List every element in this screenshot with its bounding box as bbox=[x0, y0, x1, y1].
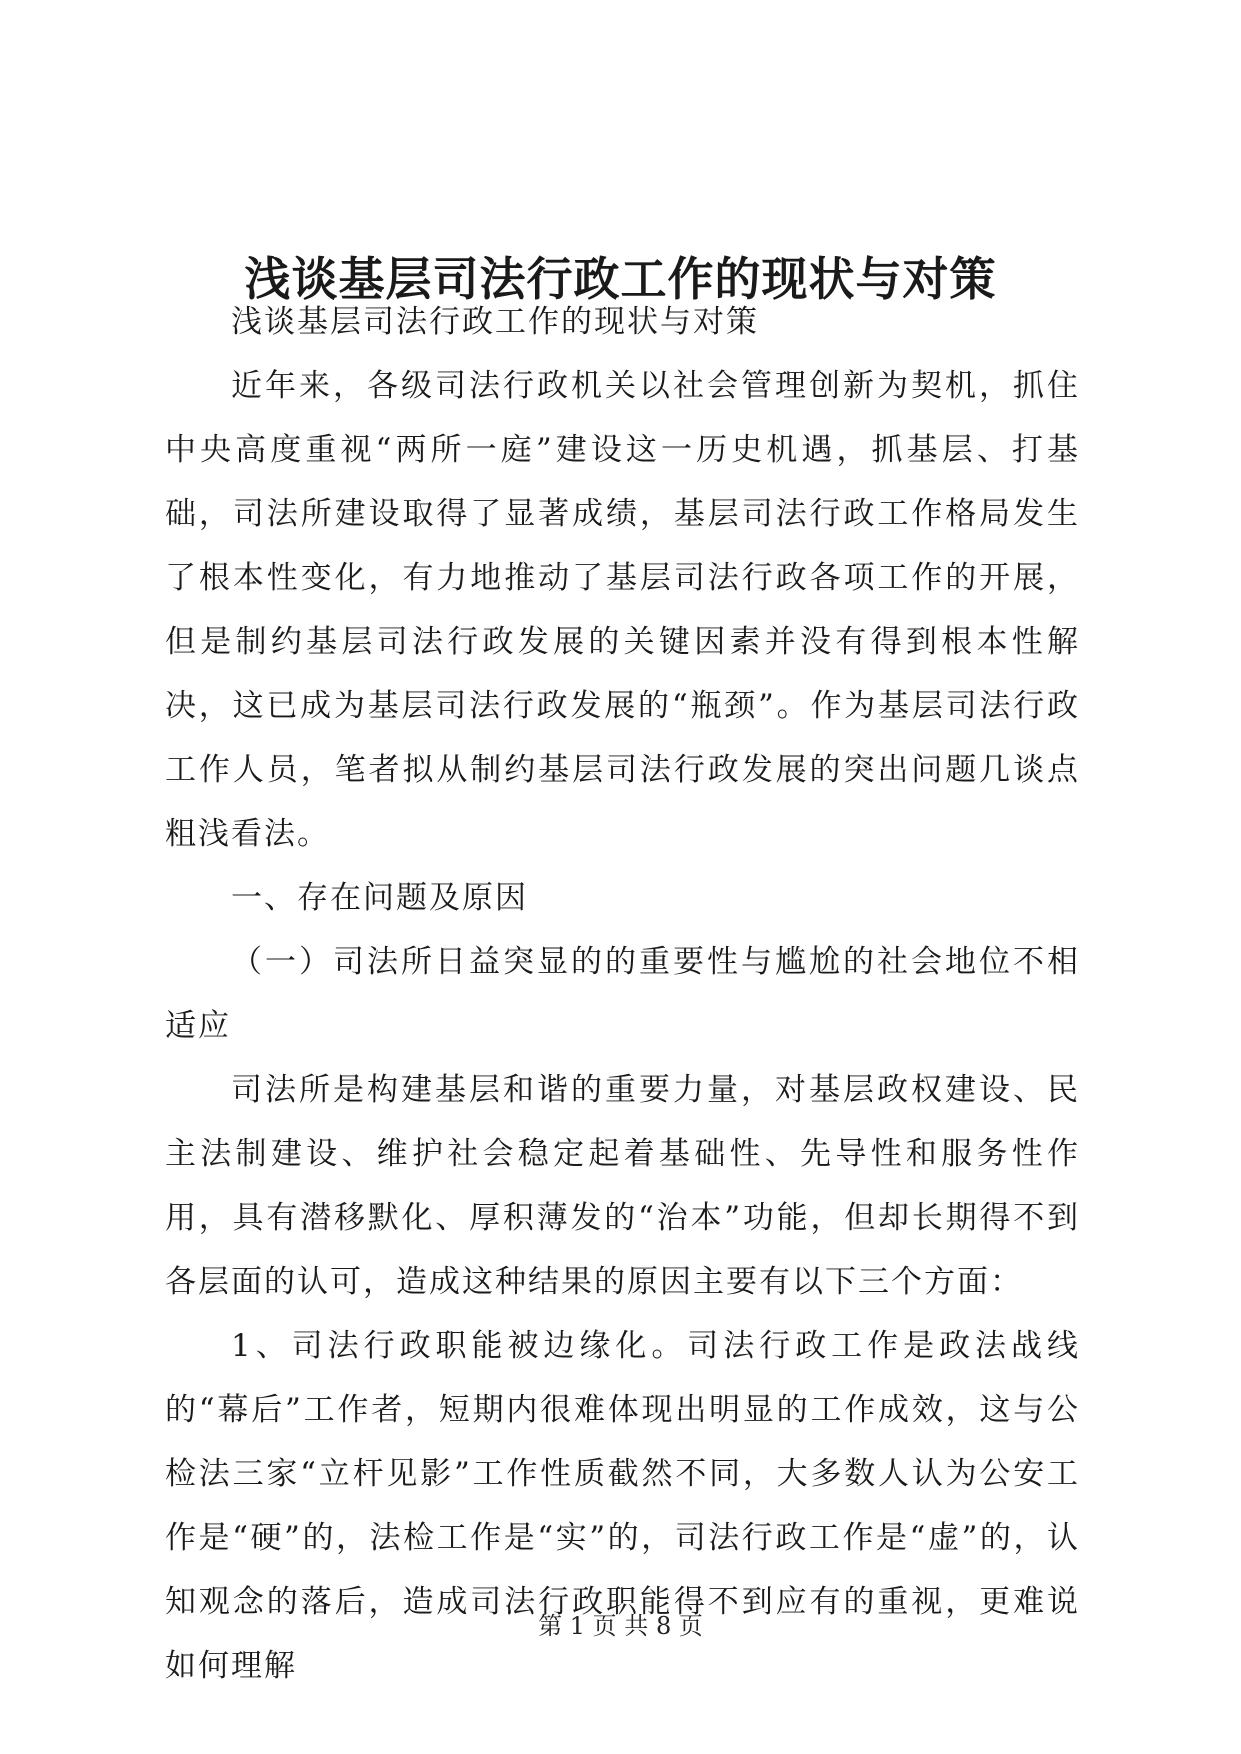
body-paragraph: 1、司法行政职能被边缘化。司法行政工作是政法战线的“幕后”工作者，短期内很难体现出明显的工作成效，这与公检法三家“立杆见影”工作性质截然不同，大多数人认为公安工作是“硬”的，法检工作是“实”的，司法行政工作是“虚”的，认知观念的落后，造成司法行政职能得不到应有的重视，更难说如何理解 bbox=[165, 1328, 1080, 1684]
intro-paragraph: 近年来，各级司法行政机关以社会管理创新为契机，抓住中央高度重视“两所一庭”建设这一历史机遇，抓基层、打基础，司法所建设取得了显著成绩，基层司法行政工作格局发生了根本性变化，有力地推动了基层司法行政各项工作的开展，但是制约基层司法行政发展的关键因素并没有得到根本性解决，这已成为基层司法行政发展的“瓶颈”。作为基层司法行政工作人员，笔者拟从制约基层司法行政发展的突出问题几谈点粗浅看法。 bbox=[165, 368, 1080, 852]
subtitle-paragraph: 浅谈基层司法行政工作的现状与对策 bbox=[231, 304, 759, 340]
body-paragraph: 司法所是构建基层和谐的重要力量，对基层政权建设、民主法制建设、维护社会稳定起着基础性、先导性和服务性作用，具有潜移默化、厚积薄发的“治本”功能，但却长期得不到各层面的认可，造成这种结果的原因主要有以下三个方面： bbox=[165, 1072, 1080, 1300]
subsection-heading: （一）司法所日益突显的的重要性与尴尬的社会地位不相适应 bbox=[165, 944, 1080, 1044]
section-heading: 一、存在问题及原因 bbox=[231, 880, 528, 916]
page-footer: 第 1 页 共 8 页 bbox=[538, 1612, 703, 1640]
document-body bbox=[165, 290, 1080, 1698]
document-title: 浅谈基层司法行政工作的现状与对策 bbox=[244, 251, 997, 306]
